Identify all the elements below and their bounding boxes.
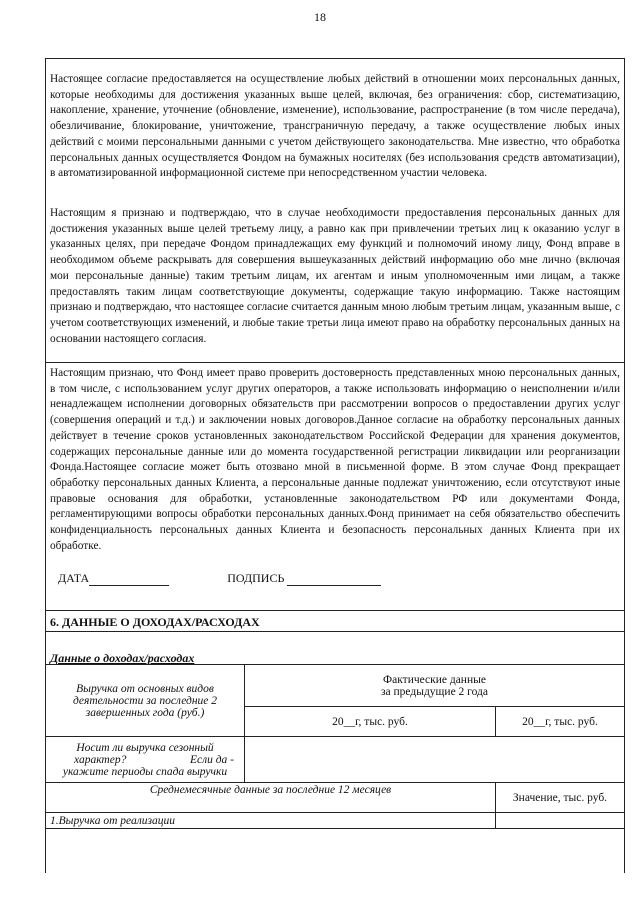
actual-data-header: Фактические данные за предыдущие 2 года <box>245 665 625 707</box>
date-label: ДАТА <box>58 571 90 585</box>
signature-label: ПОДПИСЬ <box>227 571 285 585</box>
consent-paragraph-3: Настоящим признаю, что Фонд имеет право проверить достоверность представленных мною персональных данных, в том числе, с использованием услуг других операторов, а также использовать информацию о неисполнении и/или ненадлежащем исполнении договорных обязательств при рассмотрении вопросов о предоставлении других услуг (совершения операций и т.д.) и заключении новых договоров.Данное согласие на обработку персональных данных действует в течение сроков установленных законодательством Российской Федерации для хранения документов, содержащих персональные данные или до момента государственной регистрации ликвидации или реорганизации Фонда.Настоящее согласие может быть отозвано мной в письменной форме. В этом случае Фонд прекращает обработку персональных данных Клиента, а персональные данные подлежат уничтожению, если отсутствуют иные правовые основания для обработки, установленные законодательством РФ или документами Фонда, регламентирующими вопросы обработки персональных данных.Фонд принимает на себя обязательство обеспечить конфиденциальность персональных данных Клиента и безопасность персональных данных Клиента при их обработке. <box>50 367 620 552</box>
consent-paragraph-2: Настоящим я признаю и подтверждаю, что в случае необходимости предоставления персональных данных для достижения указанных выше целей третьему лицу, а равно как при привлечении третьих лиц к оказанию услуг в указанных целях, при передаче Фондом принадлежащих ему функций и полномочий иному лицу, Фонд вправе в необходимом объеме раскрывать для совершения вышеуказанных действий информацию обо мне лично (включая мои персональные данные) таким третьим лицам, их агентам и иным уполномоченным ими лицам, а также предоставлять таким лицам соответствующие документы, содержащие такую информацию. Также настоящим признаю и подтверждаю, что настоящее согласие считается данным мною любым третьим лицам, указанным выше, с учетом соответствующих изменений, и любые такие третьи лица имеют право на обработку персональных данных на основании настоящего согласия. <box>50 207 620 345</box>
page-number: 18 <box>314 10 326 24</box>
section-6-title: 6. ДАННЫЕ О ДОХОДАХ/РАСХОДАХ <box>50 615 260 629</box>
section-divider-bottom <box>45 631 625 632</box>
income-table <box>45 664 625 829</box>
seasonal-answer-field[interactable] <box>245 737 625 783</box>
row-revenue-from-sales: 1.Выручка от реализации <box>46 813 496 829</box>
date-field[interactable] <box>89 570 169 586</box>
seasonal-question: Носит ли выручка сезонный характер? Если да - укажите периоды спада выручки <box>46 737 245 783</box>
row-revenue-value[interactable] <box>496 813 625 829</box>
paragraph-divider <box>45 362 625 363</box>
signature-row <box>58 570 598 586</box>
monthly-data-header: Среднемесячные данные за последние 12 месяцев <box>46 783 496 813</box>
consent-paragraph-1: Настоящее согласие предоставляется на осуществление любых действий в отношении моих персональных данных, которые необходимы для достижения указанных выше целей, включая, без ограничения: сбор, систематизацию, накопление, хранение, уточнение (обновление, изменение), использование, распространение (в том числе передача), обезличивание, блокирование, уничтожение, трансграничную передачу, а также осуществление любых иных действий с моими персональными данными с учетом действующего законодательства. Мне известно, что обработка персональных данных осуществляется Фондом на бумажных носителях (без использования средств автоматизации), в автоматизированной информационной системе при непосредственном участии человека. <box>50 73 620 180</box>
top-border <box>45 58 625 59</box>
revenue-label: Выручка от основных видов деятельности за последние 2 завершенных года (руб.) <box>46 665 245 737</box>
signature-field[interactable] <box>287 570 381 586</box>
value-header: Значение, тыс. руб. <box>496 783 625 813</box>
year-2-cell[interactable]: 20__г, тыс. руб. <box>496 707 625 737</box>
income-subtitle: Данные о доходах/расходах <box>50 651 195 665</box>
year-1-cell[interactable]: 20__г, тыс. руб. <box>245 707 496 737</box>
section-divider-top <box>45 610 625 611</box>
